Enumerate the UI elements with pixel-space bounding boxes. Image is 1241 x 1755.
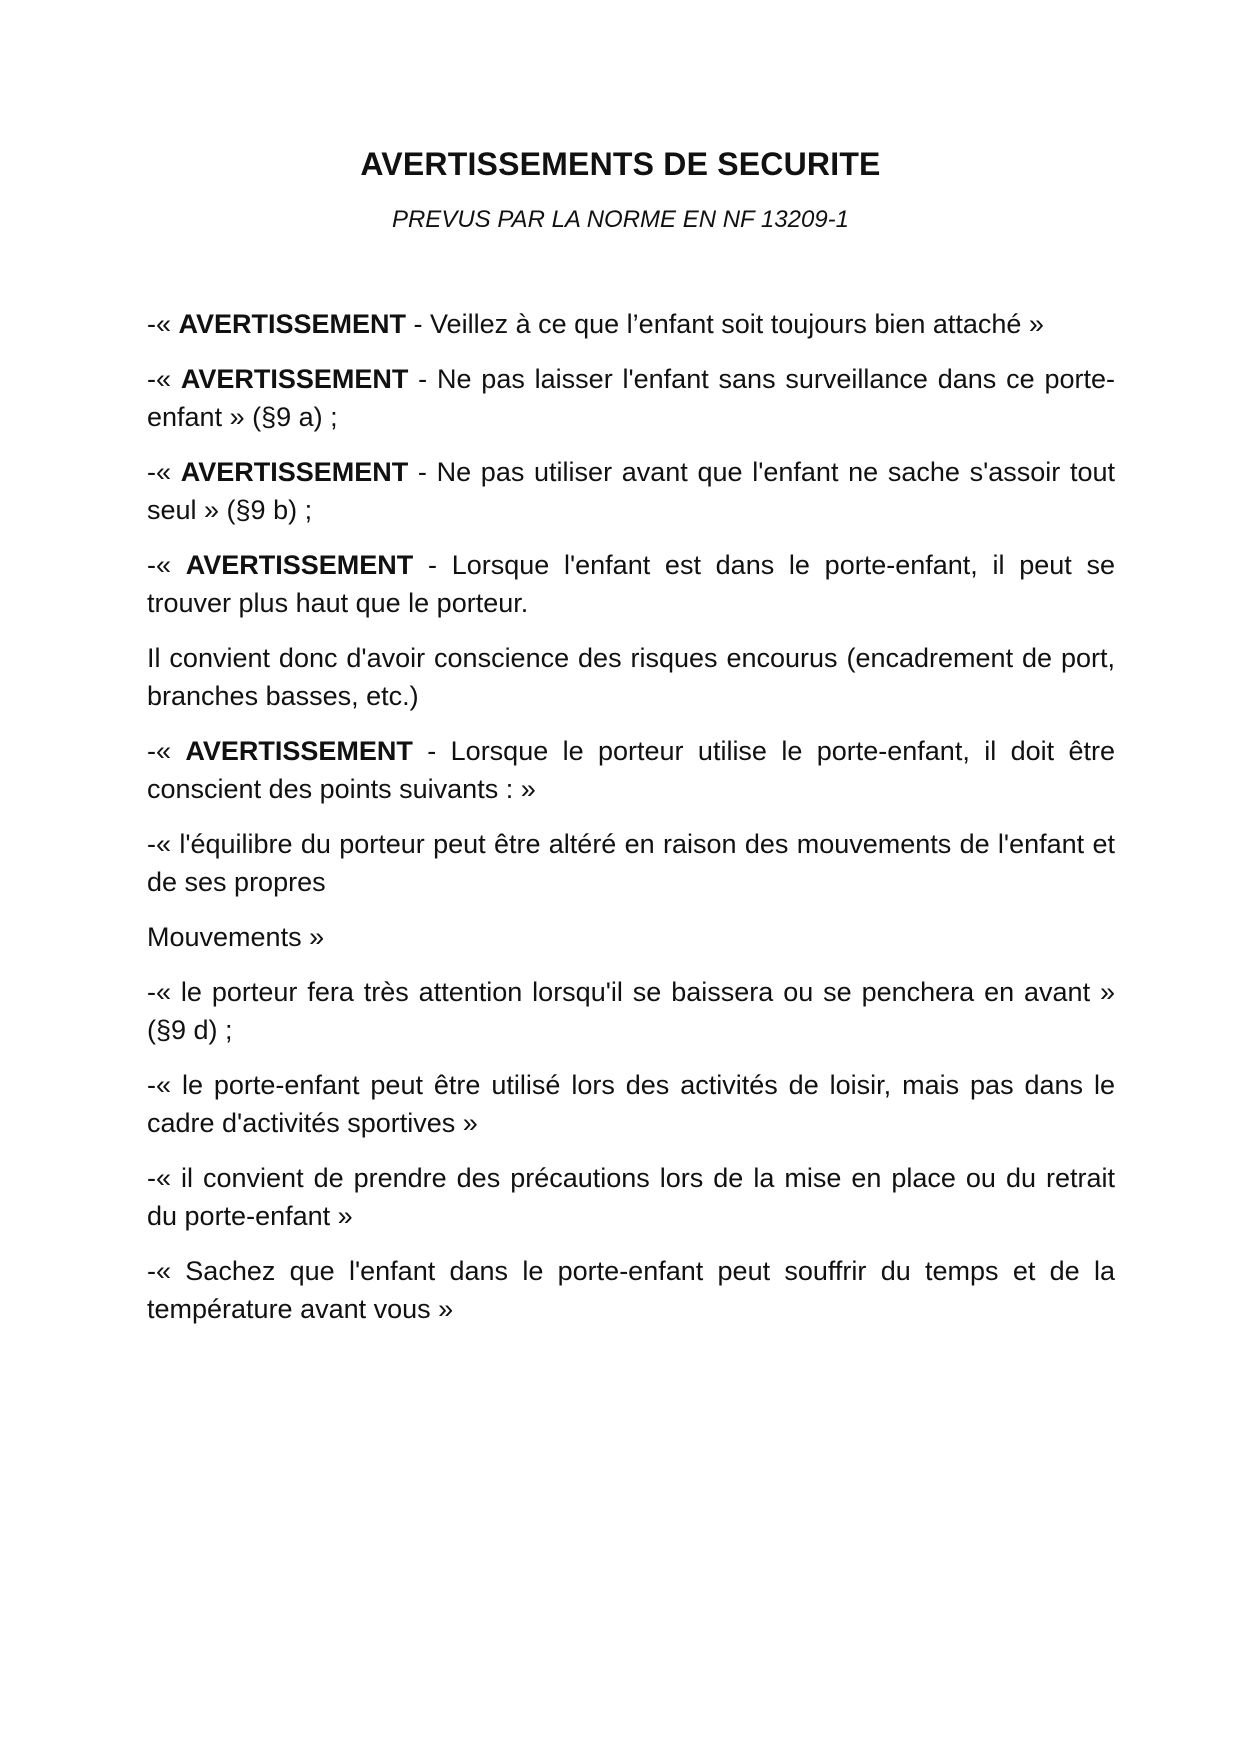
warning-prefix: -«: [147, 309, 179, 339]
warning-paragraph-4: [147, 546, 1115, 622]
point-paragraph-balance: -« l'équilibre du porteur peut être altéré en raison des mouvements de l'enfant et de ses propres: [147, 829, 1115, 897]
point-paragraph-precautions: -« il convient de prendre des précautions lors de la mise en place ou du retrait du porte-enfant »: [147, 1163, 1115, 1231]
warning-text: - Veillez à ce que l’enfant soit toujours bien attaché »: [406, 309, 1044, 339]
warning-keyword: AVERTISSEMENT: [185, 736, 413, 766]
warning-keyword: AVERTISSEMENT: [180, 364, 409, 394]
warning-text: - Ne pas utiliser avant que l'enfant ne sache s'assoir tout seul » (§9 b) ;: [147, 457, 1115, 525]
point-paragraph-movements: Mouvements »: [147, 922, 325, 952]
warning-paragraph-5: [147, 732, 1115, 808]
document-subtitle: PREVUS PAR LA NORME EN NF 13209-1: [391, 206, 850, 233]
warning-paragraph-2: [147, 360, 1115, 436]
warning-paragraph-3: [147, 453, 1115, 529]
point-paragraph-weather: -« Sachez que l'enfant dans le porte-enfant peut souffrir du temps et de la température avant vous »: [147, 1256, 1115, 1324]
warning-keyword: AVERTISSEMENT: [178, 309, 407, 339]
note-paragraph-risks: Il convient donc d'avoir conscience des risques encourus (encadrement de port, branches basses, etc.): [147, 643, 1115, 711]
warning-text: - Lorsque le porteur utilise le porte-enfant, il doit être conscient des points suivants : »: [147, 736, 1115, 804]
point-paragraph-leisure: -« le porte-enfant peut être utilisé lors des activités de loisir, mais pas dans le cadre d'activités sportives »: [147, 1070, 1115, 1138]
warning-paragraph-1: [147, 305, 1115, 343]
warning-keyword: AVERTISSEMENT: [185, 550, 414, 580]
warning-prefix: -«: [147, 736, 186, 766]
warning-text: - Ne pas laisser l'enfant sans surveillance dans ce porte-enfant » (§9 a) ;: [147, 364, 1115, 432]
warning-prefix: -«: [147, 364, 181, 394]
point-paragraph-bending: -« le porteur fera très attention lorsqu'il se baissera ou se penchera en avant » (§9 d) ;: [147, 977, 1115, 1045]
warning-prefix: -«: [147, 457, 181, 487]
warning-keyword: AVERTISSEMENT: [180, 457, 409, 487]
warning-text: - Lorsque l'enfant est dans le porte-enfant, il peut se trouver plus haut que le porteur.: [147, 550, 1115, 618]
warnings-body: [147, 305, 1115, 1345]
warning-prefix: -«: [147, 550, 186, 580]
document-title: AVERTISSEMENTS DE SECURITE: [360, 146, 881, 182]
